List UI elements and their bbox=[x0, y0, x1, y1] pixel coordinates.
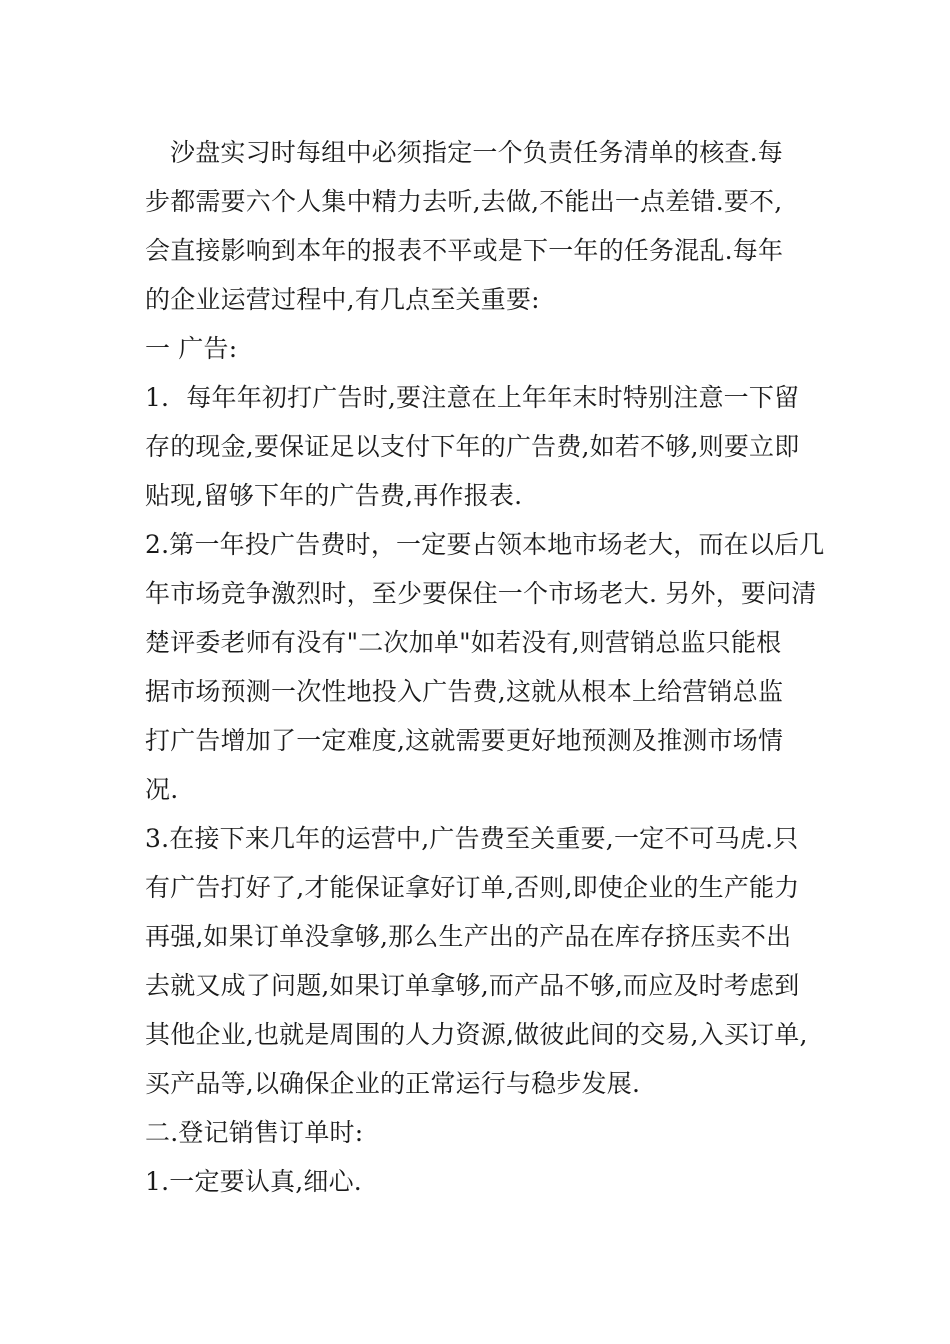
paragraph-line: 1.一定要认真,细心. bbox=[145, 1167, 362, 1196]
paragraph-line: 1．每年年初打广告时,要注意在上年年末时特别注意一下留 bbox=[145, 383, 800, 412]
paragraph-line: 会直接影响到本年的报表不平或是下一年的任务混乱.每年 bbox=[145, 236, 784, 265]
section-heading: 二.登记销售订单时: bbox=[145, 1118, 364, 1147]
paragraph-line: 去就又成了问题,如果订单拿够,而产品不够,而应及时考虑到 bbox=[145, 971, 800, 1000]
paragraph-line: 步都需要六个人集中精力去听,去做,不能出一点差错.要不, bbox=[145, 187, 783, 216]
paragraph-line: 买产品等,以确保企业的正常运行与稳步发展. bbox=[145, 1069, 641, 1098]
paragraph-line: 有广告打好了,才能保证拿好订单,否则,即使企业的生产能力 bbox=[145, 873, 800, 902]
paragraph-line: 沙盘实习时每组中必须指定一个负责任务清单的核查.每 bbox=[170, 138, 783, 167]
paragraph-line: 楚评委老师有没有"二次加单"如若没有,则营销总监只能根 bbox=[145, 628, 782, 657]
document-body bbox=[145, 128, 825, 1206]
paragraph-line: 据市场预测一次性地投入广告费,这就从根本上给营销总监 bbox=[145, 677, 784, 706]
paragraph-line: 贴现,留够下年的广告费,再作报表. bbox=[145, 481, 523, 510]
paragraph-line: 况. bbox=[145, 775, 179, 804]
paragraph-line: 3.在接下来几年的运营中,广告费至关重要,一定不可马虎.只 bbox=[145, 824, 799, 853]
paragraph-line: 其他企业,也就是周围的人力资源,做彼此间的交易,入买订单, bbox=[145, 1020, 808, 1049]
paragraph-line: 2.第一年投广告费时，一定要占领本地市场老大，而在以后几 bbox=[145, 530, 825, 559]
paragraph-line: 的企业运营过程中,有几点至关重要: bbox=[145, 285, 540, 314]
paragraph-line: 再强,如果订单没拿够,那么生产出的产品在库存挤压卖不出 bbox=[145, 922, 792, 951]
section-heading: 一 广告: bbox=[145, 334, 238, 363]
paragraph-line: 存的现金,要保证足以支付下年的广告费,如若不够,则要立即 bbox=[145, 432, 800, 461]
paragraph-line: 打广告增加了一定难度,这就需要更好地预测及推测市场情 bbox=[145, 726, 784, 755]
paragraph-line: 年市场竞争激烈时，至少要保住一个市场老大. 另外，要问清 bbox=[145, 579, 817, 608]
